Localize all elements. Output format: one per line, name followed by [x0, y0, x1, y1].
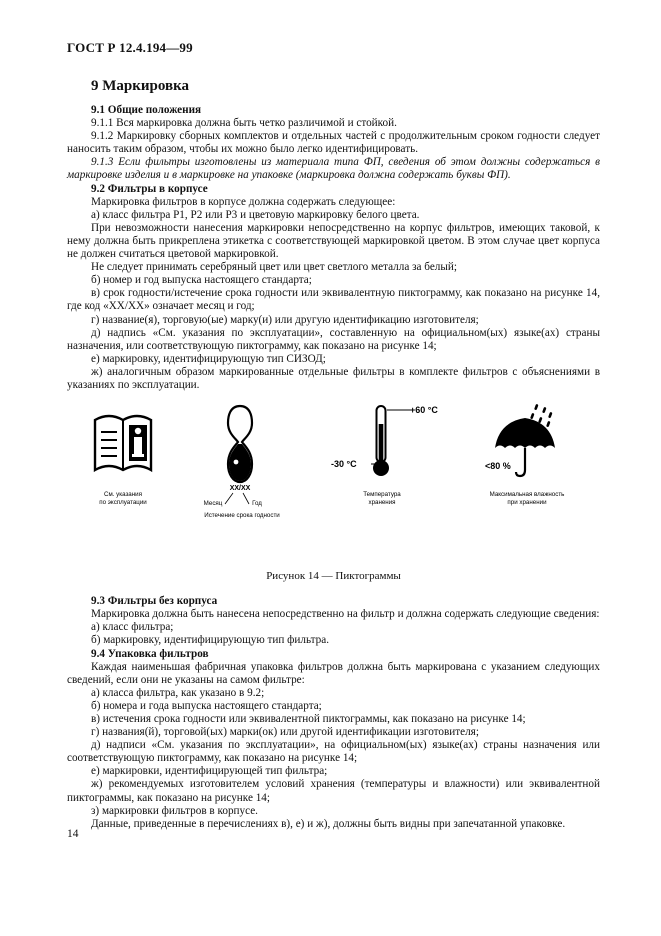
book-info-icon: [92, 408, 154, 474]
page-number: 14: [67, 828, 79, 840]
temp-min: -30 °С: [331, 459, 357, 470]
paragraph: б) маркировку, идентифицирующую тип фильтра.: [91, 634, 330, 647]
note-paragraph: 9.1.3 Если фильтры изготовлены из материала типа ФП, сведения об этом должны содержаться в маркировке изделия и в маркировке на упаковке (маркировка должна содержать буквы ФП).: [67, 156, 600, 182]
paragraph: 9.1.1 Вся маркировка должна быть четко различимой и стойкой.: [91, 117, 397, 130]
paragraph: 9.1.2 Маркировку сборных комплектов и отдельных частей с продолжительным сроком годности следует наносить таким образом, чтобы их можно было легко идентифицировать.: [67, 130, 600, 156]
document-body: [67, 104, 600, 831]
paragraph: Маркировка фильтров в корпусе должна содержать следующее:: [91, 195, 396, 208]
section-title: 9 Маркировка: [91, 78, 190, 94]
paragraph: а) класс фильтра;: [91, 621, 174, 634]
document-header: ГОСТ Р 12.4.194—99: [67, 40, 193, 55]
paragraph: ж) аналогичным образом маркированные отдельные фильтры в комплекте фильтров с объяснениями в указаниях по эксплуатации.: [67, 365, 600, 391]
paragraph: При невозможности нанесения маркировки непосредственно на корпус фильтров, имеющих таковой, к нему должна быть прикреплена этикетка с соответствующей маркировкой цветом. В этом случае цвет корпуса не должен считаться цветовой маркировкой.: [67, 221, 600, 261]
hourglass-month: Месяц: [203, 500, 223, 508]
paragraph: г) названия(й), торговой(ых) марки(ок) или другой идентификации изготовителя;: [91, 726, 479, 739]
paragraph: в) срок годности/истечение срока годности или эквивалентную пиктограмму, как показано на рисунке 14, где код «XX/XX» означает месяц и год;: [67, 287, 600, 313]
subsection-heading: 9.1 Общие положения: [91, 104, 202, 116]
paragraph: б) номер и год выпуска настоящего стандарта;: [91, 274, 312, 287]
temp-label: Температура хранения: [363, 491, 401, 507]
subsection-heading: 9.4 Упаковка фильтров: [91, 647, 209, 660]
info-label: См. указания по эксплуатации: [99, 491, 147, 507]
figure-caption: Рисунок 14 — Пиктограммы: [266, 570, 401, 583]
subsection-heading: 9.2 Фильтры в корпусе: [91, 182, 208, 195]
paragraph: в) истечения срока годности или эквивалентной пиктограммы, как показано на рисунке 14;: [91, 713, 526, 725]
paragraph: а) класса фильтра, как указано в 9.2;: [91, 686, 265, 699]
humidity-label: Максимальная влажность при хранении: [489, 491, 565, 507]
text-block-bottom: [67, 595, 600, 831]
subsection-heading: 9.3 Фильтры без корпуса: [91, 595, 218, 608]
paragraph: Каждая наименьшая фабричная упаковка фильтров должна быть маркирована с указанием следующих сведений, если они не указаны на самом фильтре:: [67, 660, 600, 686]
paragraph: ж) рекомендуемых изготовителем условий хранения (температуры и влажности) или эквивалентной пиктограммы, как показано на рисунке 14;: [67, 778, 600, 804]
humidity-value: <80 %: [485, 461, 511, 472]
text-block-top: [67, 104, 600, 392]
paragraph: Не следует принимать серебряный цвет или цвет светлого металла за белый;: [91, 261, 458, 274]
paragraph: д) надписи «См. указания по эксплуатации», на официальном(ых) языке(ах) страны назначения или соответствующую пиктограмму, как показано на рисунке 14;: [67, 739, 600, 765]
paragraph: д) надпись «См. указания по эксплуатации», составленную на официальном(ых) языке(ах) страны назначения, или соответствующую пиктограмму, как показано на рисунке 14;: [67, 326, 600, 352]
paragraph: з) маркировки фильтров в корпусе.: [91, 804, 258, 817]
paragraph: а) класс фильтра Р1, Р2 или Р3 и цветовую маркировку белого цвета.: [91, 208, 420, 221]
paragraph: б) номера и года выпуска настоящего стандарта;: [91, 699, 322, 712]
hourglass-label: Истечение срока годности: [204, 512, 280, 520]
hourglass-code: XX/XX: [229, 485, 251, 493]
paragraph: Маркировка должна быть нанесена непосредственно на фильтр и должна содержать следующие сведения:: [91, 608, 600, 621]
paragraph: г) название(я), торговую(ые) марку(и) или другую идентификацию изготовителя;: [91, 313, 479, 326]
temp-max: +60 °С: [410, 405, 438, 416]
paragraph: е) маркировки, идентифицирующей тип фильтра;: [91, 765, 328, 778]
figure-pictograms: [67, 404, 600, 564]
hourglass-year: Год: [252, 500, 262, 508]
paragraph: е) маркировку, идентифицирующую тип СИЗОД;: [91, 352, 326, 365]
hourglass-icon: [225, 404, 255, 484]
paragraph: Данные, приведенные в перечислениях в), е) и ж), должны быть видны при запечатанной упаковке.: [91, 817, 566, 830]
